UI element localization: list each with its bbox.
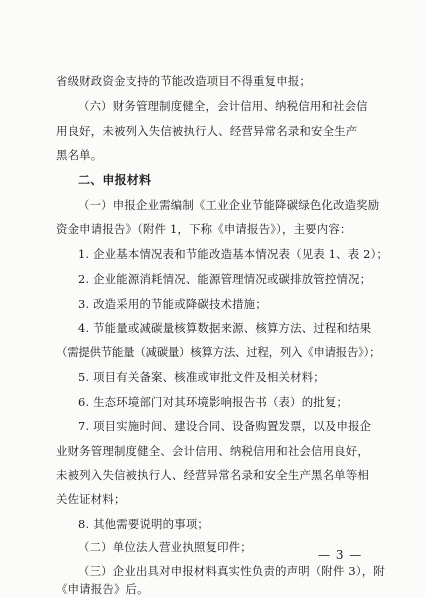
text-line: 省级财政资金支持的节能改造项目不得重复申报； <box>56 74 311 88</box>
list-item: 7. 项目实施时间、建设合同、设备购置发票，以及申报企 <box>78 419 372 433</box>
list-item: 8. 其他需要说明的事项； <box>78 517 209 531</box>
text-line: 资金申请报告》（附件 1，下称《申请报告》），主要内容： <box>56 222 352 236</box>
list-item: 5. 项目有关备案、核准或审批文件及相关材料； <box>78 370 325 384</box>
list-item: 6. 生态环境部门对其环境影响报告书（表）的批复； <box>78 395 349 409</box>
text-line: 《申请报告》后。 <box>56 582 149 596</box>
text-line: （需提供节能量（减碳量）核算方法、过程，列入《申请报告》）； <box>56 345 381 359</box>
text-line: 未被列入失信被执行人、经营异常名录和安全生产黑名单等相 <box>56 468 369 482</box>
text-line: （一）申报企业需编制《工业企业节能降碳绿色化改造奖励 <box>78 198 380 212</box>
text-line: （二）单位法人营业执照复印件； <box>78 540 252 554</box>
list-item: 3. 改造采用的节能或降碳技术措施； <box>78 297 267 311</box>
text-line: （六）财务管理制度健全，会计信用、纳税信用和社会信 <box>78 99 368 113</box>
page-number: — 3 — <box>318 548 363 562</box>
list-item: 2. 企业能源消耗情况、能源管理情况或碳排放管控情况； <box>78 272 372 286</box>
list-item: 1. 企业基本情况表和节能改造基本情况表（见表 1、表 2）； <box>78 247 389 261</box>
section-heading: 二、申报材料 <box>78 173 152 187</box>
text-line: （三）企业出具对申报材料真实性负责的声明（附件 3），附 <box>78 564 385 578</box>
text-line: 业财务管理制度健全、会计信用、纳税信用和社会信用良好， <box>56 444 369 458</box>
text-line: 用良好，未被列入失信被执行人、经营异常名录和安全生产 <box>56 124 358 138</box>
text-line: 黑名单。 <box>56 148 103 162</box>
text-line: 关佐证材料； <box>56 492 126 506</box>
list-item: 4. 节能量或减碳量核算数据来源、核算方法、过程和结果 <box>78 321 372 335</box>
